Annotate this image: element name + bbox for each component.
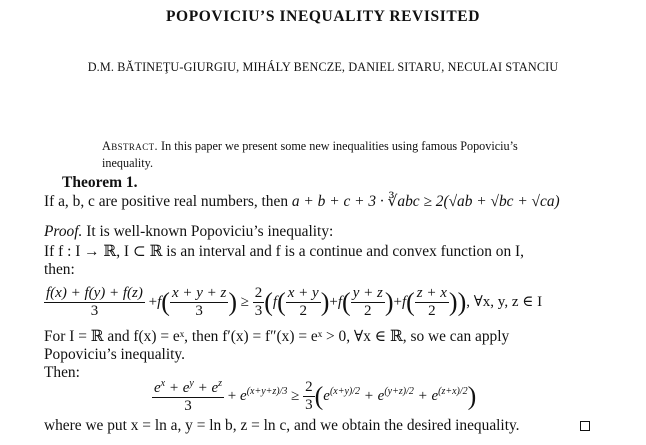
- proof-line-6: Then:: [44, 364, 80, 381]
- author-list: D.M. BĂTINEŢU-GIURGIU, MIHÁLY BENCZE, DANIEL SITARU, NECULAI STANCIU: [87, 60, 559, 74]
- proof-line-5: Popoviciu’s inequality.: [44, 346, 185, 363]
- popoviciu-formula: $\frac{f(x) + f(y) + f(z)}{3}$ +f( $\frac{x + y + z}{3}$ ) ≥ $\frac{2}{3}$ (f( $\frac{x + y}{2}$ )+f( $\frac{y + z}{2}$ )+f( $\frac{z + x}{2}$ )), ∀x, y, z ∈ I: [46, 285, 543, 319]
- fraction-fsum: [44, 285, 145, 320]
- abstract: [102, 138, 552, 172]
- theorem-formula: a + b + c + 3 · ∛abc ≥ 2(√ab + √bc + √ca): [291, 193, 560, 210]
- numerator-fsum: f(x) + f(y) + f(z): [46, 285, 143, 301]
- proof-conclusion: where we put x = ln a, y = ln b, z = ln c, and we obtain the desired inequality.: [44, 417, 520, 434]
- proof-line-2: If f : I → ℝ, I ⊂ ℝ is an interval and f is a continue and convex function on I,: [44, 243, 524, 260]
- proof-line-3: then:: [44, 261, 75, 278]
- formula-quantifier: , ∀x, y, z ∈ I: [466, 293, 543, 310]
- abstract-label: Abstract.: [102, 139, 158, 153]
- paper-title: POPOVICIU’S INEQUALITY REVISITED: [165, 8, 481, 25]
- theorem-heading: Theorem 1.: [62, 174, 138, 191]
- proof-line-4: For I = ℝ and f(x) = eˣ, then f′(x) = f″(x) = eˣ > 0, ∀x ∈ ℝ, so we can apply: [44, 328, 510, 345]
- theorem-statement: [44, 192, 560, 211]
- fraction-xyz: $\frac{x + y + z}{3}$: [171, 285, 227, 319]
- theorem-statement-prefix: If a, b, c are positive real numbers, then: [44, 193, 289, 210]
- proof-line-1-text: It is well-known Popoviciu’s inequality:: [86, 223, 334, 240]
- proof-label: Proof.: [44, 223, 83, 240]
- abstract-text: In this paper we present some new inequalities using famous Popoviciu’s inequality.: [102, 139, 518, 170]
- proof-line-1: [44, 223, 333, 241]
- exponential-formula: $\frac{e^x + e^y + e^z}{3}$ + $e^{(x+y+z)/3}$ ≥ $\frac{2}{3}$ $(e^{(x+y)/2} + e^{(y+z)/2} + e^{(z+x)/2})$: [154, 378, 477, 414]
- fraction-2-3: $\frac{2}{3}$: [254, 285, 263, 319]
- qed-symbol: [580, 421, 590, 431]
- denominator-3: 3: [90, 303, 99, 319]
